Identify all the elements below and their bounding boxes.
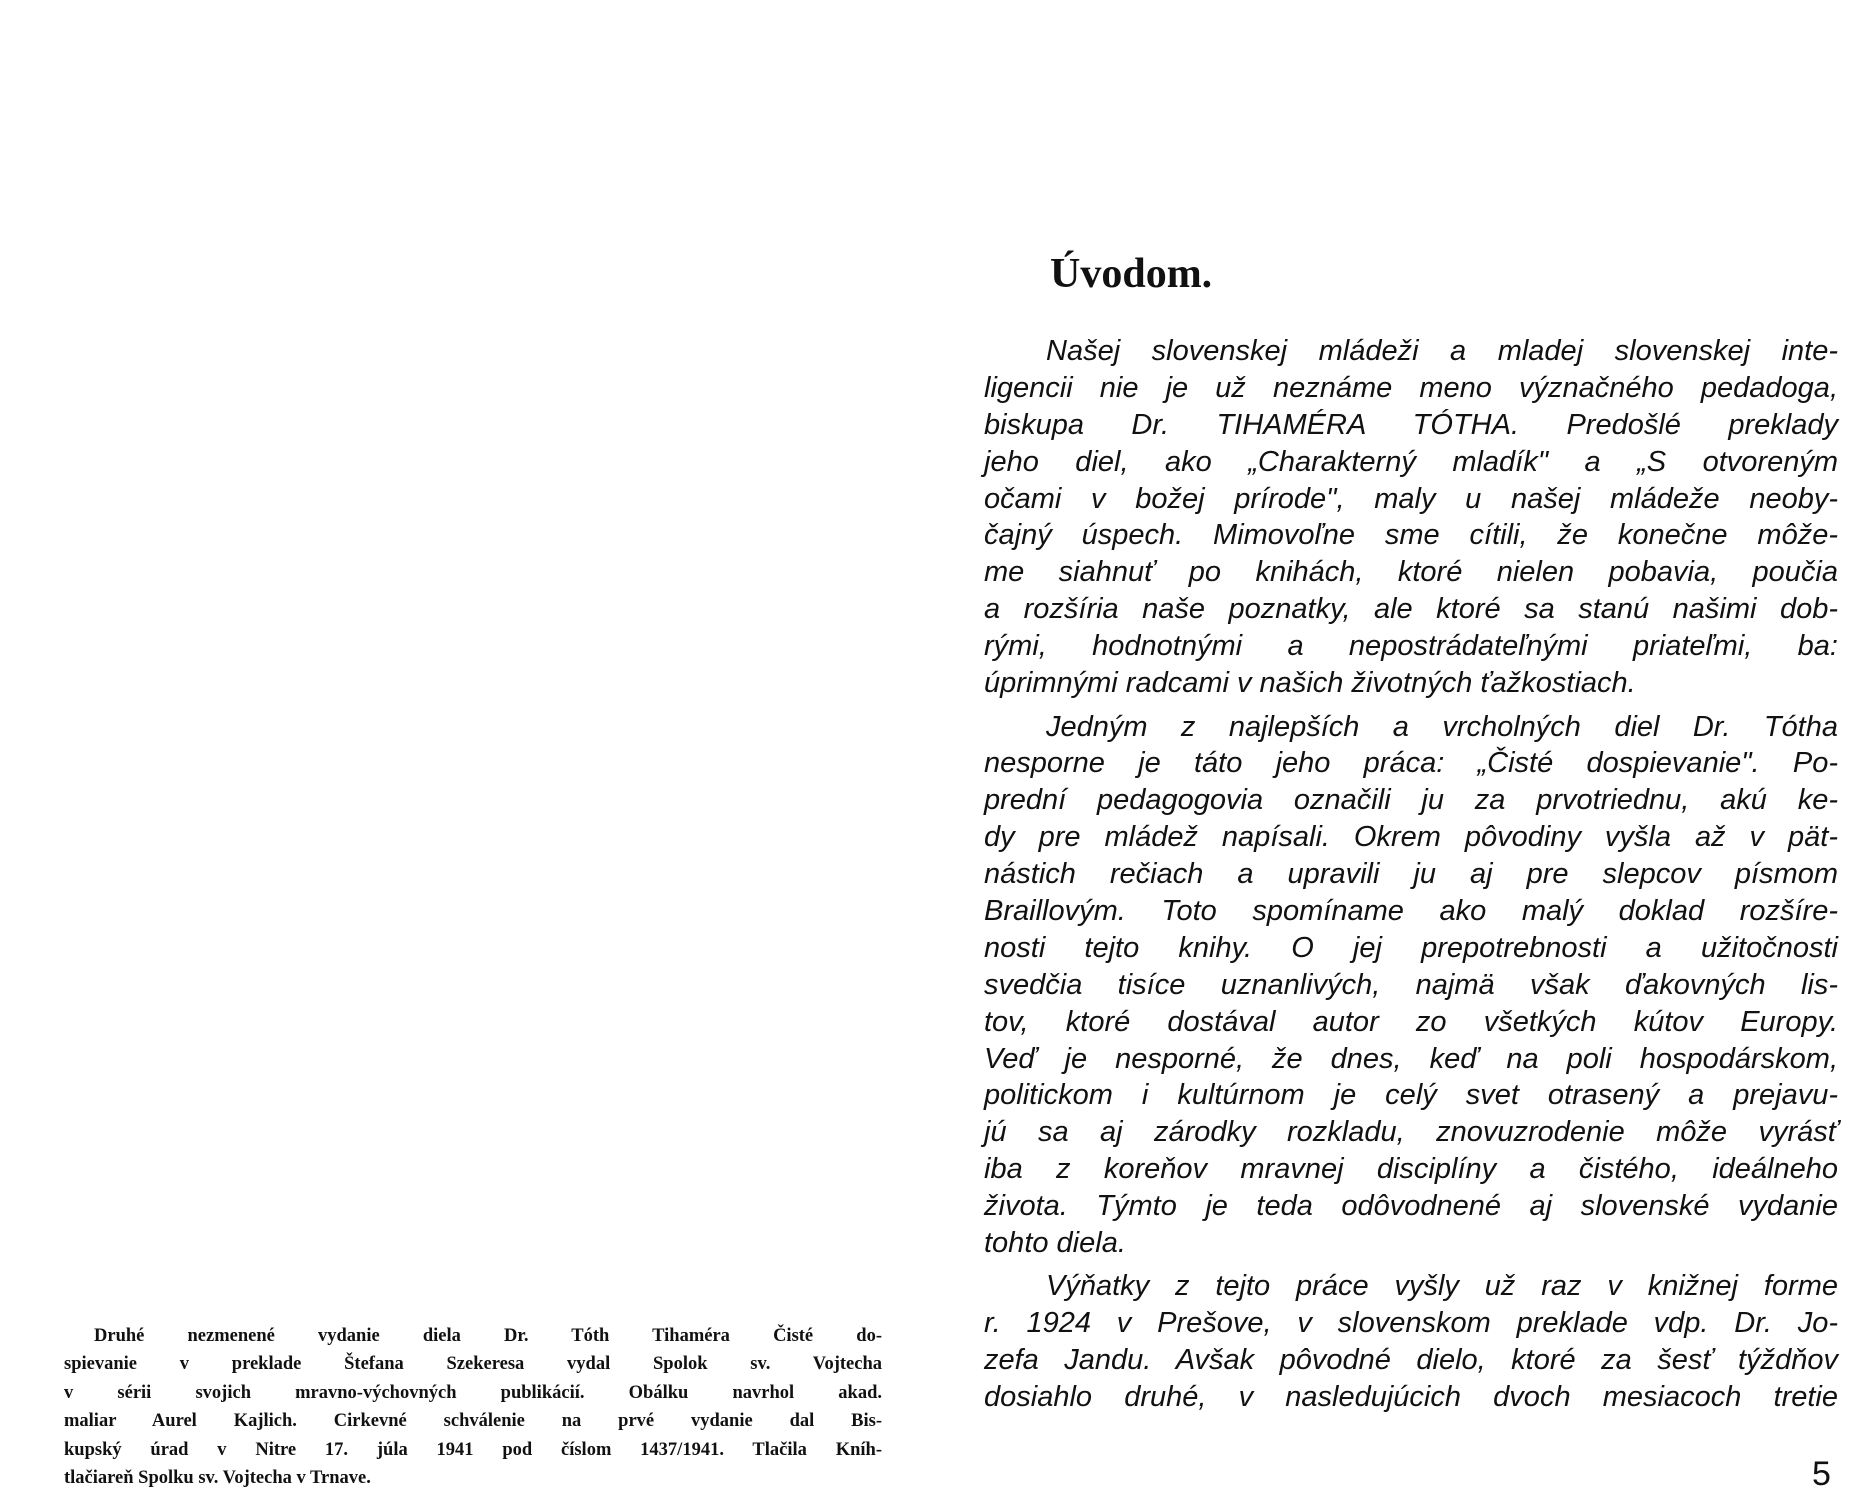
paragraph bbox=[984, 1268, 1838, 1416]
paragraph bbox=[984, 333, 1838, 702]
page-number: 5 bbox=[1812, 1455, 1831, 1493]
text-line: nástich rečiach a upravili ju aj pre slepcov písmom bbox=[984, 858, 1838, 891]
text-line: úprimnými radcami v našich životných ťažkostiach. bbox=[984, 667, 1636, 700]
text-line: Jedným z najlepších a vrcholných diel Dr. Tótha bbox=[1046, 710, 1838, 743]
text-line: nosti tejto knihy. O jej prepotrebnosti a užitočnosti bbox=[984, 931, 1838, 964]
colophon-line: spievanie v preklade Štefana Szekeresa vydal Spolok sv. Vojtecha bbox=[64, 1354, 882, 1375]
text-line: Braillovým. Toto spomíname ako malý doklad rozšíre- bbox=[984, 894, 1838, 927]
text-line: ligencii nie je už neznáme meno význačného pedadoga, bbox=[984, 371, 1838, 404]
text-line: prední pedagogovia označili ju za prvotriednu, akú ke- bbox=[984, 784, 1838, 817]
body-text bbox=[984, 333, 1838, 1423]
text-line: Našej slovenskej mládeži a mladej slovenskej inte- bbox=[1046, 335, 1838, 367]
text-line: politickom i kultúrnom je celý svet otrasený a prejavu- bbox=[984, 1079, 1838, 1112]
text-line: me siahnuť po knihách, ktoré nielen pobavia, poučia bbox=[984, 556, 1838, 589]
text-line: nesporne je táto jeho práca: „Čisté dospievanie". Po- bbox=[984, 747, 1838, 780]
chapter-heading: Úvodom. bbox=[1050, 251, 1213, 297]
text-line: Výňatky z tejto práce vyšly už raz v knižnej forme bbox=[1046, 1270, 1838, 1303]
text-line: tov, ktoré dostával autor zo všetkých kútov Europy. bbox=[984, 1005, 1838, 1038]
text-line: a rozšíria naše poznatky, ale ktoré sa stanú našimi dob- bbox=[984, 593, 1838, 626]
text-line: jú sa aj zárodky rozkladu, znovuzrodenie môže vyrásť bbox=[984, 1116, 1838, 1149]
text-line: jeho diel, ako „Charakterný mladík" a „S otvoreným bbox=[984, 445, 1838, 478]
colophon-line: kupský úrad v Nitre 17. júla 1941 pod číslom 1437/1941. Tlačila Kníh- bbox=[64, 1439, 882, 1460]
text-line: čajný úspech. Mimovoľne sme cítili, že konečne môže- bbox=[984, 519, 1838, 552]
colophon-line: Druhé nezmenené vydanie diela Dr. Tóth Tihaméra Čisté do- bbox=[94, 1326, 882, 1346]
colophon-line: tlačiareň Spolku sv. Vojtecha v Trnave. bbox=[64, 1467, 371, 1488]
text-line: biskupa Dr. TIHAMÉRA TÓTHA. Predošlé preklady bbox=[984, 408, 1838, 441]
colophon-line: v sérii svojich mravno-výchovných publikácií. Obálku navrhol akad. bbox=[64, 1382, 882, 1403]
text-line: dy pre mládež napísali. Okrem pôvodiny vyšla až v pät- bbox=[984, 821, 1838, 854]
colophon bbox=[64, 1322, 882, 1492]
colophon-line: maliar Aurel Kajlich. Cirkevné schválenie na prvé vydanie dal Bis- bbox=[64, 1411, 882, 1432]
text-line: očami v božej prírode", maly u našej mládeže neoby- bbox=[984, 482, 1838, 515]
text-line: dosiahlo druhé, v nasledujúcich dvoch mesiacoch tretie bbox=[984, 1381, 1838, 1414]
text-line: svedčia tisíce uznanlivých, najmä však ďakovných lis- bbox=[984, 968, 1838, 1001]
text-line: Veď je nesporné, že dnes, keď na poli hospodárskom, bbox=[984, 1042, 1838, 1075]
text-line: tohto diela. bbox=[984, 1226, 1126, 1259]
text-line: života. Týmto je teda odôvodnené aj slovenské vydanie bbox=[984, 1190, 1838, 1223]
text-line: r. 1924 v Prešove, v slovenskom preklade vdp. Dr. Jo- bbox=[984, 1307, 1838, 1340]
text-line: zefa Jandu. Avšak pôvodné dielo, ktoré za šesť týždňov bbox=[984, 1344, 1838, 1377]
text-line: iba z koreňov mravnej disciplíny a čistého, ideálneho bbox=[984, 1153, 1838, 1186]
paragraph bbox=[984, 709, 1838, 1262]
text-line: rými, hodnotnými a nepostrádateľnými priateľmi, ba: bbox=[984, 630, 1838, 663]
